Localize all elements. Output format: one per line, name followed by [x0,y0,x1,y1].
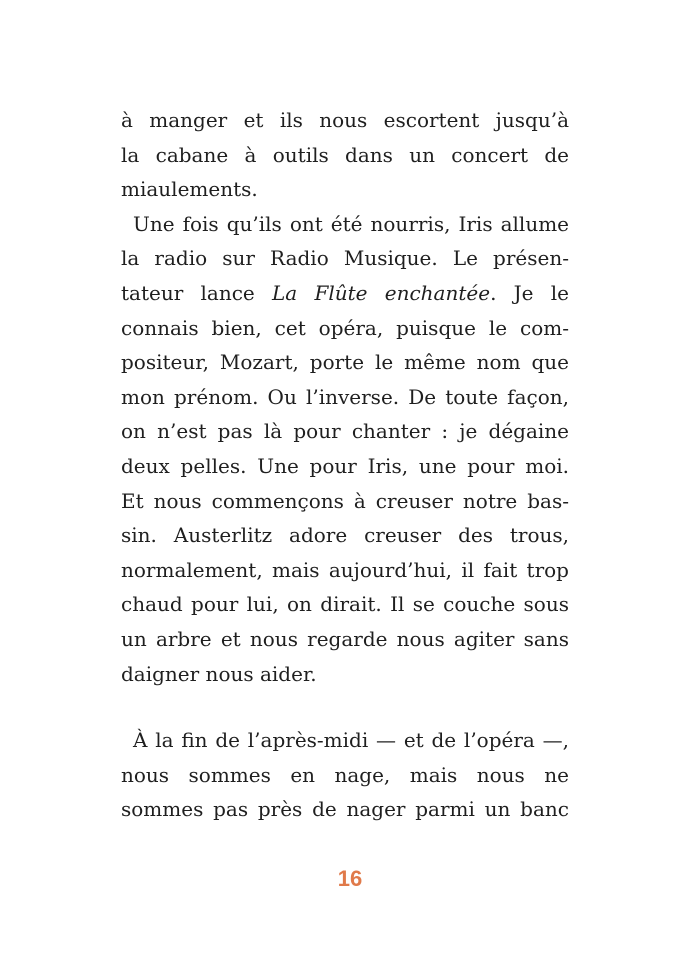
opera-title: La Flûte enchantée [272,280,491,305]
text-line: À la fin de l’après-midi — et de l’opéra —, [133,728,569,753]
text-line: nous sommes en nage, mais nous ne [121,762,569,787]
text-line: Une fois qu’ils ont été nourris, Iris allume [133,211,569,236]
text-line-with-title [121,276,569,311]
paragraph-1 [121,103,569,207]
text-line: sin. Austerlitz adore creuser des trous, [121,523,569,548]
body-text [121,103,569,827]
text-line: daigner nous aider. [121,661,317,686]
text-line: mon prénom. Ou l’inverse. De toute façon, [121,384,569,409]
paragraph-3 [121,723,569,827]
text-line: deux pelles. Une pour Iris, une pour moi. [121,453,569,478]
text-line: un arbre et nous regarde nous agiter sans [121,626,569,651]
text-line: normalement, mais aujourd’hui, il fait trop [121,557,569,582]
text-line: la radio sur Radio Musique. Le présen- [121,246,569,271]
text-line: sommes pas près de nager parmi un banc [121,797,569,822]
text-fragment: . Je le [490,280,569,305]
text-line: à manger et ils nous escortent jusqu’à [121,108,569,132]
text-line: connais bien, cet opéra, puisque le com- [121,315,569,340]
text-line: miaulements. [121,177,258,202]
text-line: positeur, Mozart, porte le même nom que [121,350,569,375]
text-line: on n’est pas là pour chanter : je dégaine [121,419,569,444]
text-line: la cabane à outils dans un concert de [121,142,569,167]
text-fragment: tateur lance [121,280,273,305]
text-line: Et nous commençons à creuser notre bas- [121,488,569,513]
text-line: chaud pour lui, on dirait. Il se couche sous [121,592,569,617]
paragraph-gap [121,691,569,723]
paragraph-2 [121,207,569,691]
page-number: 16 [337,866,363,891]
